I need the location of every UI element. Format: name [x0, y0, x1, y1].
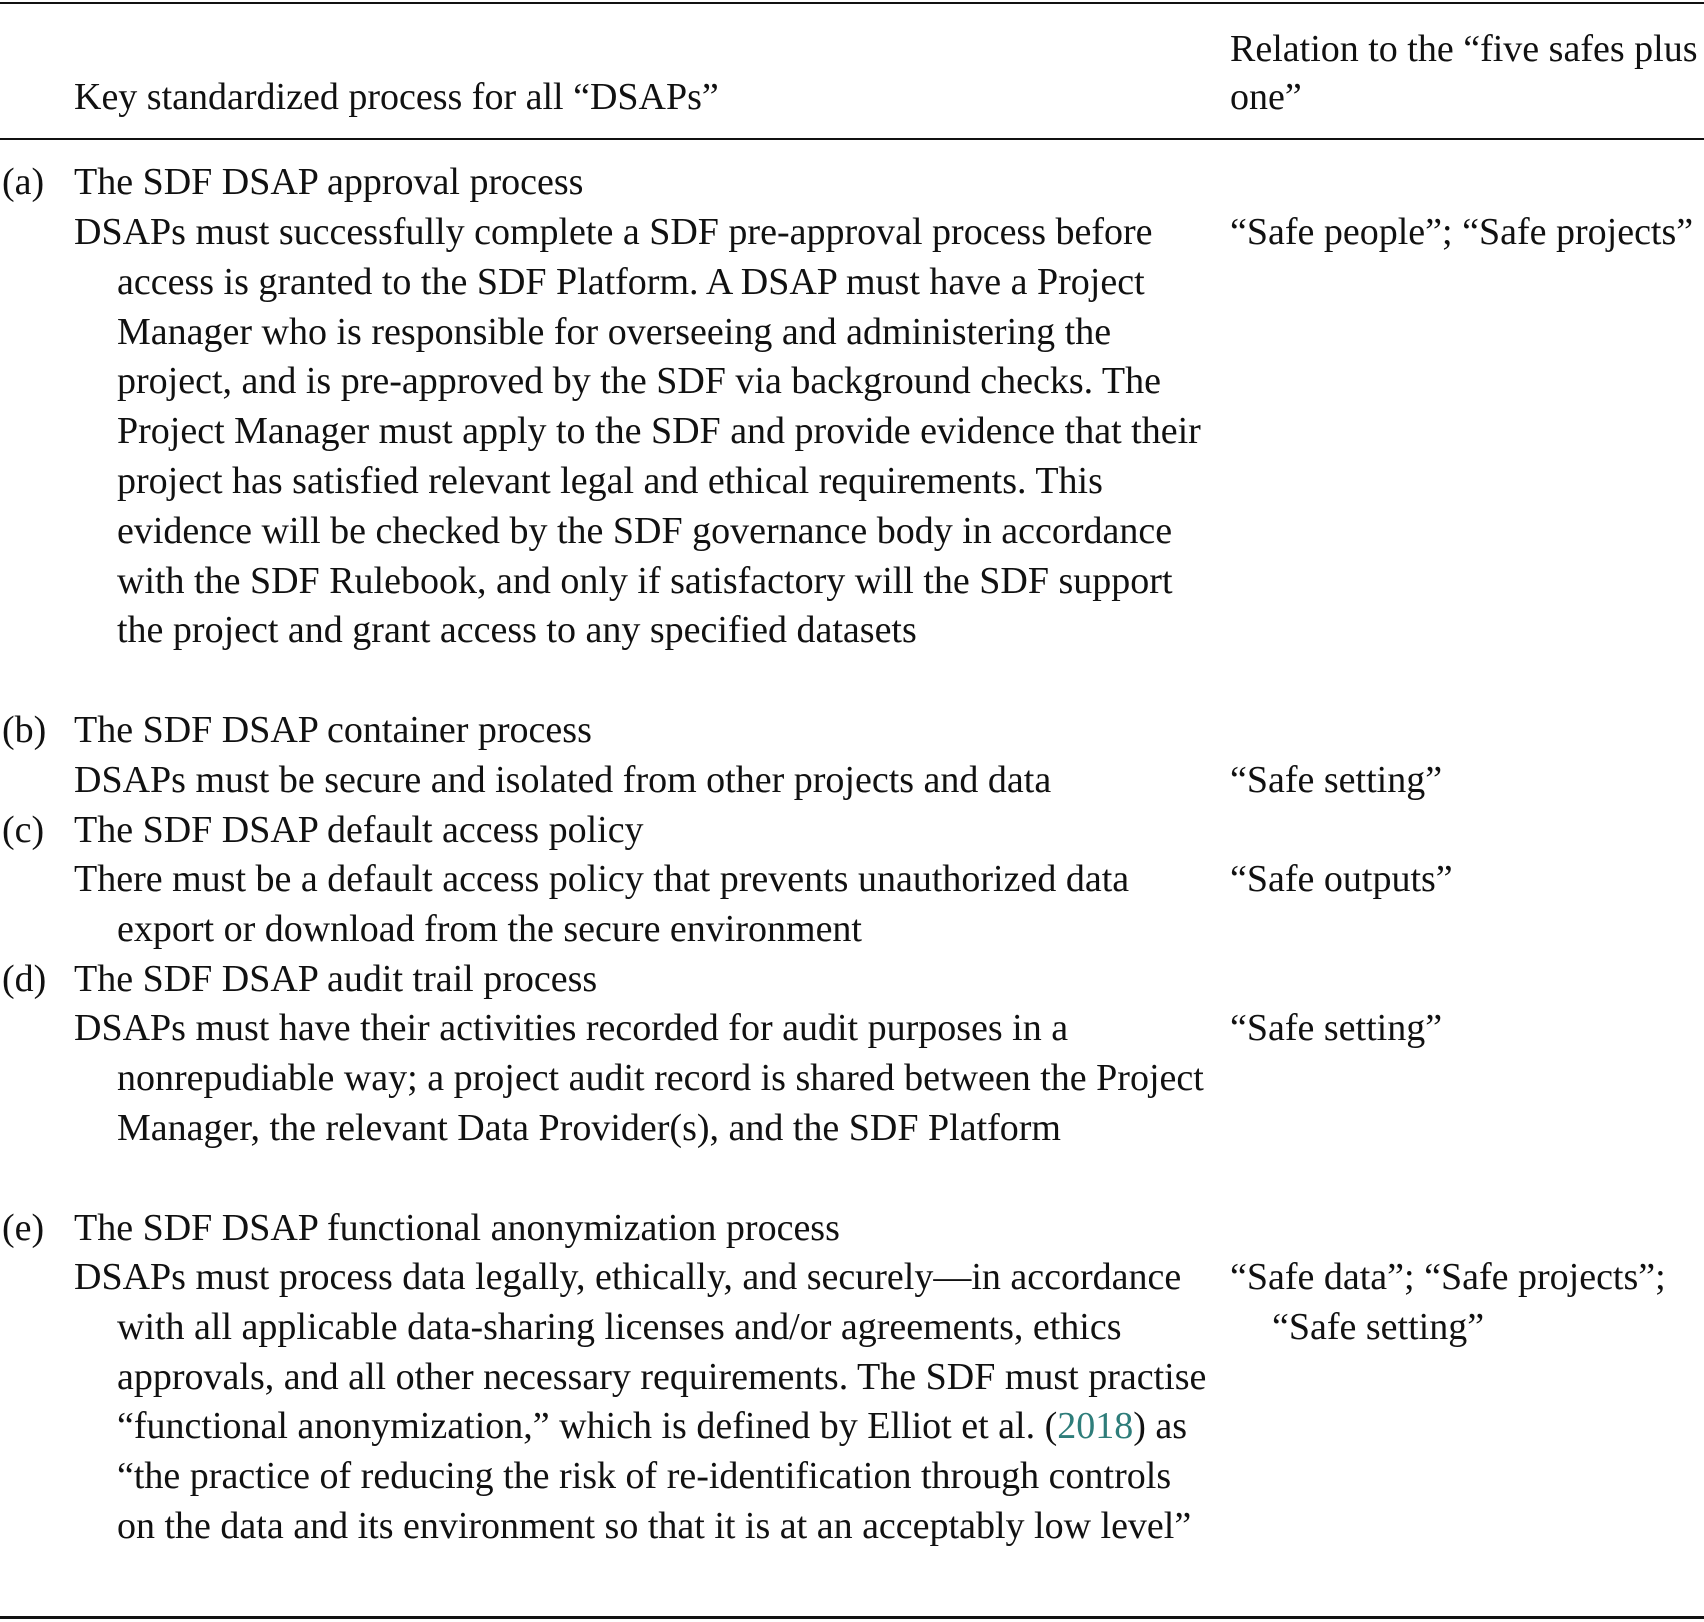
table-top-rule [0, 2, 1704, 4]
table-bottom-rule [0, 1616, 1704, 1619]
header-divider-rule [0, 138, 1704, 140]
row-relation: “Safe outputs” [1230, 858, 1453, 900]
description-text: ) as “the practice of reducing the risk of re-identification through controls on the data and its environment so that it is at an acceptably low level” [117, 1405, 1192, 1547]
row-description: There must be a default access policy that prevents unauthorized data export or download from the secure environment [74, 858, 1130, 950]
row-title: The SDF DSAP default access policy [74, 809, 644, 851]
row-relation: “Safe setting” [1230, 759, 1443, 801]
row-relation: “Safe data”; “Safe projects”; “Safe setting” [1230, 1256, 1666, 1348]
column-header-process: Key standardized process for all “DSAPs” [74, 76, 719, 118]
column-header-relation: Relation to the “five safes plus one” [1230, 28, 1698, 118]
row-label: (e) [2, 1207, 45, 1249]
row-description [74, 1253, 1214, 1552]
row-label: (a) [2, 161, 45, 203]
row-description: DSAPs must have their activities recorded for audit purposes in a nonrepudiable way; a project audit record is shared between the Project Manager, the relevant Data Provider(s), and the SDF Platform [74, 1007, 1204, 1149]
row-description: DSAPs must successfully complete a SDF pre-approval process before access is granted to the SDF Platform. A DSAP must have a Project Manager who is responsible for overseeing and administering the project, and is pre-approved by the SDF via background checks. The Project Manager must apply to the SDF and provide evidence that their project has satisfied relevant legal and ethical requirements. This evidence will be checked by the SDF governance body in accordance with the SDF Rulebook, and only if satisfactory will the SDF support the project and grant access to any specified datasets [74, 211, 1201, 652]
row-label: (b) [2, 709, 47, 751]
row-title: The SDF DSAP functional anonymization process [74, 1207, 840, 1249]
citation-link[interactable]: 2018 [1057, 1405, 1134, 1448]
row-title: The SDF DSAP container process [74, 709, 592, 751]
row-label: (c) [2, 809, 45, 851]
description-text: DSAPs must process data legally, ethically, and securely—in accordance with all applicable data-sharing licenses and/or agreements, ethics approvals, and all other necessary requirements. The SDF must practise “functional anonymization,” which is defined by Elliot et al. ( [74, 1256, 1207, 1448]
row-label: (d) [2, 958, 47, 1000]
row-title: The SDF DSAP audit trail process [74, 958, 598, 1000]
row-description: DSAPs must be secure and isolated from other projects and data [74, 759, 1052, 801]
row-relation: “Safe people”; “Safe projects” [1230, 211, 1694, 253]
row-relation: “Safe setting” [1230, 1007, 1443, 1049]
row-title: The SDF DSAP approval process [74, 161, 584, 203]
